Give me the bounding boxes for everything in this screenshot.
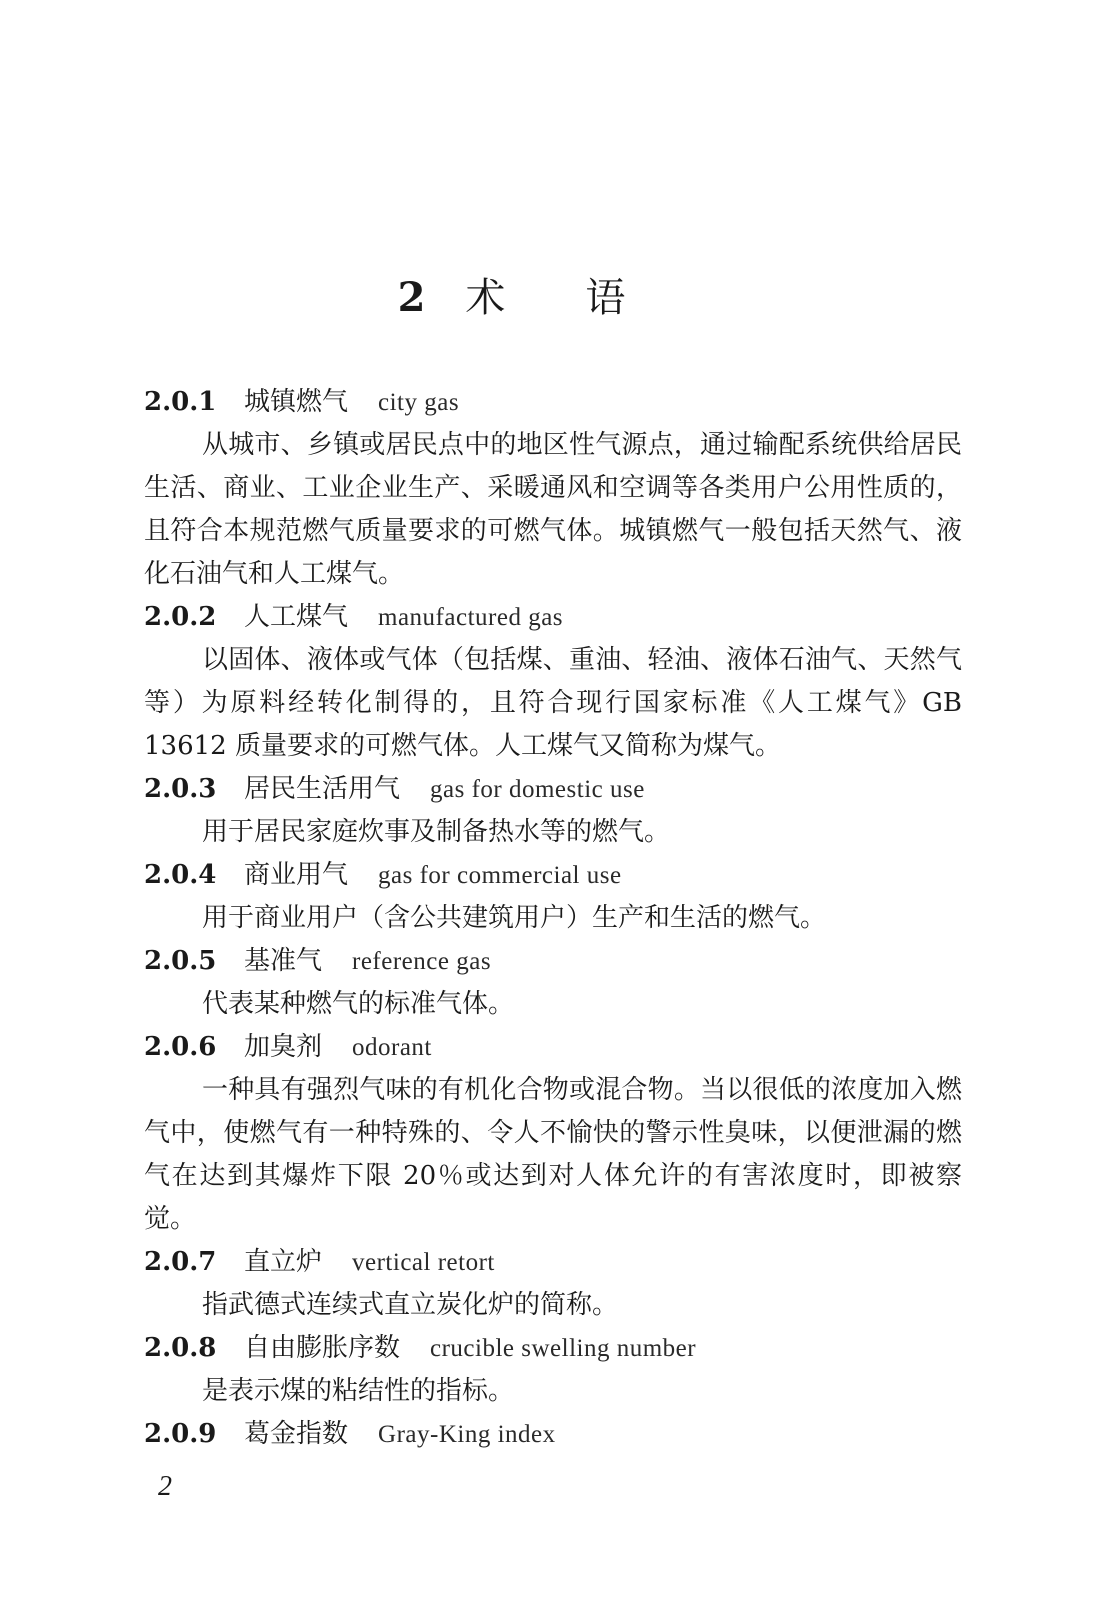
term-number: 2.0.3 [144, 774, 217, 804]
chapter-title [0, 270, 1103, 326]
term-definition: 代表某种燃气的标准气体。 [202, 989, 515, 1019]
term-2-0-5 [144, 940, 962, 1026]
term-number: 2.0.6 [144, 1032, 217, 1062]
term-chinese: 城镇燃气 [244, 387, 349, 417]
term-english: gas for domestic use [430, 776, 645, 803]
term-english: crucible swelling number [430, 1335, 697, 1362]
term-chinese: 基准气 [244, 946, 323, 976]
term-definition: 指武德式连续式直立炭化炉的简称。 [202, 1290, 619, 1320]
chapter-number: 2 [397, 274, 426, 321]
term-definition: 一种具有强烈气味的有机化合物或混合物。当以很低的浓度加入燃气中，使燃气有一种特殊的、令人不愉快的警示性臭味，以便泄漏的燃气在达到其爆炸下限 20％或达到对人体允许的有害浓度时，即被察觉。 [144, 1075, 962, 1234]
term-english: vertical retort [352, 1249, 495, 1276]
term-definition: 用于居民家庭炊事及制备热水等的燃气。 [202, 817, 671, 847]
term-heading [144, 1413, 962, 1456]
term-heading [144, 1241, 962, 1284]
term-2-0-3 [144, 768, 962, 854]
term-number: 2.0.5 [144, 946, 217, 976]
term-number: 2.0.1 [144, 387, 217, 417]
term-english: city gas [378, 389, 460, 416]
term-chinese: 人工煤气 [244, 602, 349, 632]
term-number: 2.0.8 [144, 1333, 217, 1363]
term-definition: 从城市、乡镇或居民点中的地区性气源点，通过输配系统供给居民生活、商业、工业企业生产、采暖通风和空调等各类用户公用性质的，且符合本规范燃气质量要求的可燃气体。城镇燃气一般包括天然气、液化石油气和人工煤气。 [144, 430, 962, 589]
term-heading [144, 940, 962, 983]
term-english: Gray-King index [378, 1421, 556, 1448]
term-number: 2.0.4 [144, 860, 217, 890]
term-chinese: 商业用气 [244, 860, 349, 890]
term-2-0-1 [144, 381, 962, 596]
chapter-title-text: 术语 [465, 275, 706, 321]
term-heading [144, 381, 962, 424]
term-heading [144, 768, 962, 811]
term-heading [144, 1026, 962, 1069]
term-2-0-4 [144, 854, 962, 940]
term-heading [144, 1327, 962, 1370]
term-english: gas for commercial use [378, 862, 622, 889]
term-number: 2.0.7 [144, 1247, 217, 1277]
term-english: odorant [352, 1034, 432, 1061]
term-definition: 用于商业用户（含公共建筑用户）生产和生活的燃气。 [202, 903, 827, 933]
term-number: 2.0.9 [144, 1419, 217, 1449]
term-heading [144, 596, 962, 639]
term-chinese: 直立炉 [244, 1247, 323, 1277]
term-2-0-8 [144, 1327, 962, 1413]
term-english: reference gas [352, 948, 492, 975]
term-2-0-7 [144, 1241, 962, 1327]
term-chinese: 加臭剂 [244, 1032, 323, 1062]
term-chinese: 葛金指数 [244, 1419, 349, 1449]
page-number: 2 [158, 1471, 172, 1502]
term-english: manufactured gas [378, 604, 564, 631]
term-number: 2.0.2 [144, 602, 217, 632]
term-chinese: 居民生活用气 [244, 774, 401, 804]
term-2-0-6 [144, 1026, 962, 1241]
term-definition: 是表示煤的粘结性的指标。 [202, 1376, 515, 1406]
term-2-0-9 [144, 1413, 962, 1456]
term-chinese: 自由膨胀序数 [244, 1333, 401, 1363]
term-definition: 以固体、液体或气体（包括煤、重油、轻油、液体石油气、天然气等）为原料经转化制得的，且符合现行国家标准《人工煤气》GB 13612 质量要求的可燃气体。人工煤气又简称为煤气。 [144, 645, 962, 761]
term-heading [144, 854, 962, 897]
term-2-0-2 [144, 596, 962, 768]
terms-list [144, 381, 962, 1456]
